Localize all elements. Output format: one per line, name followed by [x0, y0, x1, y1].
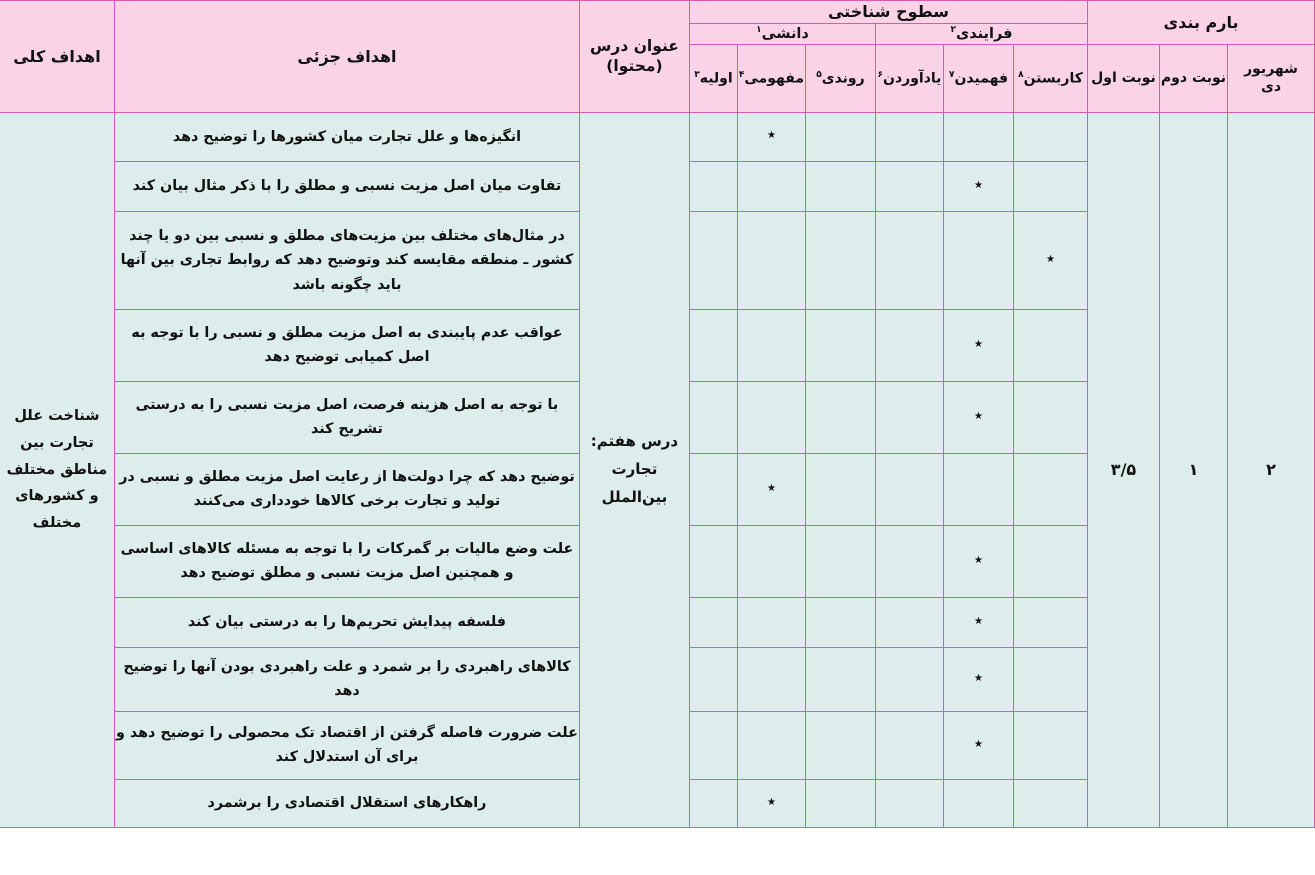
- objective-cell: کالاهای راهبردی را بر شمرد و علت راهبردی بودن آنها را توضیح دهد: [114, 647, 579, 711]
- objective-cell: توضیح دهد که چرا دولت‌ها از رعایت اصل مزیت مطلق و نسبی در تولید و تجارت برخی کالاها خودداری می‌کنند: [114, 453, 579, 525]
- header-level-yadavardan-label: یادآوردن: [883, 70, 942, 87]
- mark-cell-mafhumi[interactable]: [737, 525, 805, 597]
- mark-cell-avvalieh[interactable]: [689, 647, 737, 711]
- mark-cell-avvalieh[interactable]: [689, 597, 737, 647]
- lesson-title-cell: [579, 112, 689, 827]
- header-lesson-title-line2: (محتوا): [606, 57, 663, 76]
- header-grading-nobat-aval: [1087, 44, 1159, 112]
- mark-cell-avvalieh[interactable]: [689, 112, 737, 161]
- mark-cell-fahmidan[interactable]: [943, 112, 1013, 161]
- lesson-title-line3: بین‌الملل: [601, 487, 668, 506]
- header-grading-group: بارم بندی: [1087, 1, 1314, 45]
- header-level-avvalieh: [689, 44, 737, 112]
- mark-cell-fahmidan[interactable]: ٭: [943, 597, 1013, 647]
- header-process-group-sup: ۲: [950, 24, 956, 35]
- objective-cell: علت ضرورت فاصله گرفتن از اقتصاد تک محصولی را توضیح دهد و برای آن استدلال کند: [114, 711, 579, 779]
- mark-cell-karbastan[interactable]: [1013, 647, 1087, 711]
- header-knowledge-group: [689, 23, 875, 44]
- grading-value-nobat-aval: ۳/۵: [1087, 112, 1159, 827]
- header-detailed-objectives-column: اهداف جزئی: [114, 1, 579, 113]
- mark-cell-karbastan[interactable]: [1013, 309, 1087, 381]
- header-lesson-title-column: [579, 1, 689, 113]
- mark-cell-avvalieh[interactable]: [689, 211, 737, 309]
- mark-cell-mafhumi[interactable]: [737, 161, 805, 211]
- mark-cell-avvalieh[interactable]: [689, 381, 737, 453]
- lesson-title-line2: تجارت: [611, 460, 658, 479]
- objective-cell: تفاوت میان اصل مزیت نسبی و مطلق را با ذکر مثال بیان کند: [114, 161, 579, 211]
- mark-cell-yadavardan[interactable]: [875, 381, 943, 453]
- mark-cell-yadavardan[interactable]: [875, 453, 943, 525]
- header-level-ravandi: [805, 44, 875, 112]
- mark-cell-fahmidan[interactable]: ٭: [943, 647, 1013, 711]
- mark-cell-mafhumi[interactable]: ٭: [737, 453, 805, 525]
- mark-cell-fahmidan[interactable]: [943, 453, 1013, 525]
- mark-cell-ravandi[interactable]: [805, 112, 875, 161]
- mark-cell-ravandi[interactable]: [805, 309, 875, 381]
- mark-cell-ravandi[interactable]: [805, 211, 875, 309]
- mark-cell-avvalieh[interactable]: [689, 309, 737, 381]
- mark-cell-mafhumi[interactable]: ٭: [737, 112, 805, 161]
- mark-cell-avvalieh[interactable]: [689, 525, 737, 597]
- header-grading-shahrivar-dey-line2: دی: [1260, 79, 1281, 96]
- mark-cell-mafhumi[interactable]: [737, 309, 805, 381]
- header-lesson-title-line1: عنوان درس: [590, 36, 679, 55]
- header-level-mafhumi-sup: ۴: [738, 69, 745, 80]
- header-cognitive-group: سطوح شناختی: [689, 1, 1087, 24]
- mark-cell-yadavardan[interactable]: [875, 779, 943, 827]
- mark-cell-karbastan[interactable]: [1013, 453, 1087, 525]
- mark-cell-avvalieh[interactable]: [689, 779, 737, 827]
- mark-cell-karbastan[interactable]: [1013, 525, 1087, 597]
- header-level-ravandi-sup: ۵: [816, 69, 822, 80]
- header-level-avvalieh-label: اولیه: [699, 70, 733, 87]
- mark-cell-ravandi[interactable]: [805, 453, 875, 525]
- mark-cell-mafhumi[interactable]: ٭: [737, 779, 805, 827]
- mark-cell-fahmidan[interactable]: ٭: [943, 161, 1013, 211]
- header-process-group: [875, 23, 1087, 44]
- mark-cell-karbastan[interactable]: [1013, 161, 1087, 211]
- mark-cell-ravandi[interactable]: [805, 597, 875, 647]
- objective-cell: در مثال‌های مختلف بین مزیت‌های مطلق و نسبی بین دو یا چند کشور ـ منطقه مقایسه کند وتوضیح دهد که روابط تجاری بین آنها باید چگونه باشد: [114, 211, 579, 309]
- table-header: [0, 1, 1315, 113]
- objective-cell: فلسفه پیدایش تحریم‌ها را به درستی بیان کند: [114, 597, 579, 647]
- header-knowledge-group-label: دانشی: [761, 25, 809, 42]
- mark-cell-mafhumi[interactable]: [737, 381, 805, 453]
- lesson-title-line1: درس هفتم:: [590, 432, 679, 451]
- grading-value-nobat-dovom: ۱: [1160, 112, 1228, 827]
- mark-cell-fahmidan[interactable]: ٭: [943, 381, 1013, 453]
- mark-cell-yadavardan[interactable]: [875, 647, 943, 711]
- mark-cell-ravandi[interactable]: [805, 711, 875, 779]
- header-level-yadavardan: [875, 44, 943, 112]
- mark-cell-karbastan[interactable]: ٭: [1013, 211, 1087, 309]
- mark-cell-yadavardan[interactable]: [875, 597, 943, 647]
- header-level-yadavardan-sup: ۶: [877, 69, 884, 80]
- header-level-fahmidan: [943, 44, 1013, 112]
- header-knowledge-group-sup: ۱: [756, 24, 762, 35]
- objective-cell: راهکارهای استقلال اقتصادی را برشمرد: [114, 779, 579, 827]
- header-general-objectives-column: اهداف کلی: [0, 1, 114, 113]
- mark-cell-yadavardan[interactable]: [875, 309, 943, 381]
- mark-cell-fahmidan[interactable]: [943, 211, 1013, 309]
- header-process-group-label: فرایندی: [955, 25, 1013, 42]
- mark-cell-yadavardan[interactable]: [875, 211, 943, 309]
- mark-cell-avvalieh[interactable]: [689, 711, 737, 779]
- mark-cell-yadavardan[interactable]: [875, 161, 943, 211]
- header-level-mafhumi-label: مفهومی: [744, 70, 805, 87]
- header-level-ravandi-label: روندی: [821, 70, 865, 87]
- header-grading-nobat-dovom-label: نوبت دوم: [1160, 70, 1227, 87]
- mark-cell-yadavardan[interactable]: [875, 525, 943, 597]
- objective-cell: با توجه به اصل هزینه فرصت، اصل مزیت نسبی را به درستی تشریح کند: [114, 381, 579, 453]
- mark-cell-ravandi[interactable]: [805, 381, 875, 453]
- mark-cell-karbastan[interactable]: [1013, 381, 1087, 453]
- mark-cell-fahmidan[interactable]: ٭: [943, 309, 1013, 381]
- mark-cell-karbastan[interactable]: [1013, 597, 1087, 647]
- mark-cell-karbastan[interactable]: [1013, 112, 1087, 161]
- header-grading-nobat-dovom: [1160, 44, 1228, 112]
- mark-cell-mafhumi[interactable]: [737, 211, 805, 309]
- mark-cell-ravandi[interactable]: [805, 161, 875, 211]
- mark-cell-ravandi[interactable]: [805, 647, 875, 711]
- objective-cell: انگیزه‌ها و علل تجارت میان کشورها را توضیح دهد: [114, 112, 579, 161]
- mark-cell-mafhumi[interactable]: [737, 597, 805, 647]
- mark-cell-ravandi[interactable]: [805, 779, 875, 827]
- objective-cell: علت وضع مالیات بر گمرکات را با توجه به مسئله کالاهای اساسی و همچنین اصل مزیت نسبی و مطلق توضیح دهد: [114, 525, 579, 597]
- header-level-fahmidan-label: فهمیدن: [954, 70, 1008, 87]
- mark-cell-karbastan[interactable]: [1013, 779, 1087, 827]
- grading-value-shahrivar-dey: ۲: [1228, 112, 1315, 827]
- mark-cell-fahmidan[interactable]: [943, 779, 1013, 827]
- header-grading-shahrivar-dey-line1: شهریور: [1244, 60, 1298, 77]
- mark-cell-mafhumi[interactable]: [737, 647, 805, 711]
- mark-cell-fahmidan[interactable]: ٭: [943, 525, 1013, 597]
- header-grading-shahrivar-dey: [1228, 44, 1315, 112]
- header-level-mafhumi: [737, 44, 805, 112]
- general-objective-cell: شناخت علل تجارت بین مناطق مختلف و کشورهای مختلف: [0, 112, 114, 827]
- mark-cell-fahmidan[interactable]: ٭: [943, 711, 1013, 779]
- mark-cell-yadavardan[interactable]: [875, 112, 943, 161]
- header-level-karbastan: [1013, 44, 1087, 112]
- header-row-groups: [0, 1, 1315, 24]
- mark-cell-yadavardan[interactable]: [875, 711, 943, 779]
- header-level-avvalieh-sup: ۳: [694, 69, 700, 80]
- mark-cell-ravandi[interactable]: [805, 525, 875, 597]
- header-level-karbastan-label: کاربستن: [1023, 70, 1083, 87]
- header-level-fahmidan-sup: ۷: [948, 69, 955, 80]
- objective-cell: عواقب عدم پایبندی به اصل مزیت مطلق و نسبی را با توجه به اصل کمیابی توضیح دهد: [114, 309, 579, 381]
- mark-cell-avvalieh[interactable]: [689, 161, 737, 211]
- table-row: [0, 112, 1315, 161]
- header-grading-nobat-aval-label: نوبت اول: [1091, 70, 1156, 87]
- mark-cell-karbastan[interactable]: [1013, 711, 1087, 779]
- mark-cell-avvalieh[interactable]: [689, 453, 737, 525]
- mark-cell-mafhumi[interactable]: [737, 711, 805, 779]
- table-body: [0, 112, 1315, 827]
- header-level-karbastan-sup: ۸: [1018, 69, 1024, 80]
